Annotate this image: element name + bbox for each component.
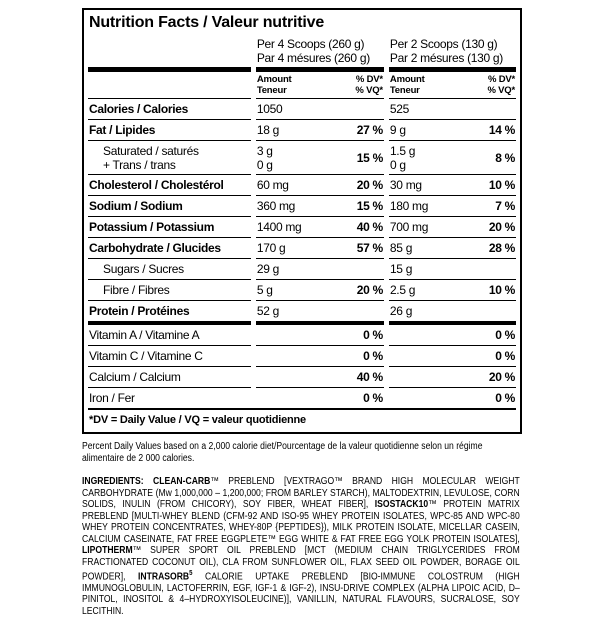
col1-cell (256, 238, 384, 259)
col1-cell (256, 217, 384, 238)
dv-footnote: *DV = Daily Value / VQ = valeur quotidienne (89, 414, 306, 426)
col2-cell (389, 346, 516, 367)
amount-value: 15 g (389, 262, 413, 276)
nutrient-name: Sodium / Sodium (88, 196, 251, 217)
amount-value: 180 mg (389, 199, 429, 213)
col2-cell (389, 141, 516, 175)
dv-value: 15 % (356, 199, 383, 213)
nutrient-name: Calories / Calories (88, 99, 251, 120)
amount-value: 1.5 g 0 g (389, 144, 416, 172)
dv-value: 20 % (488, 220, 515, 234)
amount-value: 26 g (389, 304, 413, 318)
amount-value: 360 mg (256, 199, 296, 213)
col2-cell (389, 238, 516, 259)
row-carbohydrate (88, 238, 516, 259)
amount-value: 2.5 g (389, 283, 416, 297)
dv-value: 20 % (488, 370, 515, 384)
ingredients-segment: INGREDIENTS: CLEAN-CARB (82, 476, 211, 487)
dv-value: 15 % (356, 150, 383, 165)
ingredients-paragraph (82, 476, 520, 617)
nutrient-name: Fat / Lipides (88, 120, 251, 141)
dv-value: 10 % (488, 283, 515, 297)
dv-value: 10 % (488, 178, 515, 192)
dv-header-col1: % DV* % VQ* (355, 74, 383, 96)
dv-value: 57 % (356, 241, 383, 255)
col2-cell (389, 196, 516, 217)
dv-value: 0 % (363, 349, 383, 363)
row-fibre (88, 280, 516, 301)
dv-value: 0 % (495, 349, 515, 363)
col1-cell (256, 99, 384, 120)
dv-value: 0 % (363, 391, 383, 405)
amount-value: 30 mg (389, 178, 422, 192)
col1-cell (256, 346, 384, 367)
col2-cell (389, 175, 516, 196)
nutrient-name: Sugars / Sucres (88, 259, 251, 280)
column-header-col1 (256, 72, 384, 99)
dv-value: 8 % (495, 150, 515, 165)
col1-cell (256, 325, 384, 346)
row-cholesterol (88, 175, 516, 196)
col1-cell (256, 388, 384, 408)
col2-cell (389, 120, 516, 141)
amount-value: 52 g (256, 304, 279, 318)
row-saturated-trans (88, 141, 516, 175)
col2-cell (389, 367, 516, 388)
amount-value: 9 g (389, 123, 406, 137)
col1-cell (256, 301, 384, 325)
col1-cell (256, 259, 384, 280)
serving-col2 (389, 34, 516, 72)
dv-value: 14 % (488, 123, 515, 137)
col1-cell (256, 196, 384, 217)
amount-value: 29 g (256, 262, 280, 276)
serving-col2-en: Per 2 Scoops (130 g) (389, 37, 498, 51)
ingredients-segment: CALORIE UPTAKE PREBLEND [BIO-IMMUNE COLOSTRUM (HIGH IMMUNOGLOBULIN, LACTOFERRIN, EGF, IGF-1 & IGF-2), INSU-DRIVE COMPLEX (ALPHA LIPOIC ACID, D–PINITOL, INOSITOL & 4–HYDROXYISOLEUCINE)], VANILLIN, NATURAL FLAVOURS, SUCRALOSE, SOY LECITHIN. (82, 571, 520, 617)
ingredients-segment: ™ SUPER SPORT OIL PREBLEND [MCT (MEDIUM CHAIN TRIGLYCERIDES FROM FRACTIONATED COCONUT OIL), CLA FROM SUNFLOWER OIL, FLAX SEED OIL POWDER, BORAGE OIL POWDER], (82, 545, 520, 583)
dv-value: 27 % (356, 123, 383, 137)
ingredients-segment-superscript: 5 (189, 570, 193, 577)
row-vitamin-a (88, 325, 516, 346)
col2-cell (389, 325, 516, 346)
amount-value: 525 (389, 102, 410, 116)
row-sugars (88, 259, 516, 280)
row-vitamin-c (88, 346, 516, 367)
row-calcium (88, 367, 516, 388)
dv-value: 0 % (363, 328, 383, 342)
amount-header-col1: Amount Teneur (256, 74, 292, 96)
col2-cell (389, 99, 516, 120)
dv-value: 20 % (356, 178, 383, 192)
col1-cell (256, 175, 384, 196)
dv-value: 0 % (495, 328, 515, 342)
column-header-spacer (88, 72, 251, 99)
nutrient-name: Potassium / Potassium (88, 217, 251, 238)
col1-cell (256, 367, 384, 388)
nutrient-name: Saturated / saturés + Trans / trans (88, 141, 251, 175)
amount-value: 1400 mg (256, 220, 302, 234)
amount-header-col2: Amount Teneur (389, 74, 425, 96)
row-fat (88, 120, 516, 141)
nutrient-name: Carbohydrate / Glucides (88, 238, 251, 259)
serving-col1-en: Per 4 Scoops (260 g) (256, 37, 365, 51)
label-page (82, 0, 522, 617)
nutrient-name: Fibre / Fibres (88, 280, 251, 301)
nutrient-name: Vitamin A / Vitamine A (88, 325, 251, 346)
nutrient-name: Iron / Fer (89, 391, 135, 405)
row-potassium (88, 217, 516, 238)
dv-value: 20 % (356, 283, 383, 297)
nutrient-name: Cholesterol / Cholestérol (88, 175, 251, 196)
column-header-col2 (389, 72, 516, 99)
dv-value: 0 % (495, 391, 515, 405)
amount-value: 18 g (256, 123, 279, 137)
col1-cell (256, 280, 384, 301)
col2-cell (389, 301, 516, 325)
dv-value: 28 % (488, 241, 515, 255)
serving-col1-fr: Par 4 mésures (260 g) (256, 51, 370, 65)
dv-value: 40 % (356, 370, 383, 384)
ingredients-segment: ISOSTACK10 (374, 499, 429, 510)
nutrition-facts-title: Nutrition Facts / Valeur nutritive (89, 14, 325, 31)
col1-cell (256, 141, 384, 175)
col2-cell (389, 259, 516, 280)
col1-cell (256, 120, 384, 141)
row-calories (88, 99, 516, 120)
amount-value: 3 g 0 g (256, 144, 273, 172)
nutrient-name: Calcium / Calcium (88, 367, 251, 388)
ingredients-segment: ™ PREBLEND [VEXTRAGO™ BRAND HIGH MOLECULAR WEIGHT CARBOHYDRATE (Mw 1,000,000 – 1,200,000; FROM BARLEY STARCH), MALTODEXTRIN, LEVULOSE, CORN SOLIDS, INULIN (FROM CHICORY), SOY FIBER, WHEAT FIBER], (82, 476, 520, 510)
col2-cell (389, 388, 516, 408)
serving-col1 (256, 34, 384, 72)
serving-header-row (88, 34, 516, 72)
amount-value: 85 g (389, 241, 413, 255)
column-header-row (88, 72, 516, 99)
dv-value: 7 % (495, 199, 515, 213)
col2-cell (389, 280, 516, 301)
percent-daily-values-note: Percent Daily Values based on a 2,000 calorie diet/Pourcentage de la valeur quotidienne selon un régime alimentaire de 2 000 calories. (82, 441, 483, 464)
nutrient-name: Vitamin C / Vitamine C (88, 346, 251, 367)
dv-value: 40 % (356, 220, 383, 234)
ingredients-segment: ™ PROTEIN MATRIX PREBLEND [MULTI-WHEY BLEND (CFM-92 AND ISO-95 WHEY PROTEIN ISOLATES, WPC-85 AND WPC-80 WHEY PROTEIN CONCENTRATES, WHEY-80P {PEPTIDES}), MILK PROTEIN ISOLATE, MICELLAR CASEIN, CALCIUM CASEINATE, FAT FREE EGGPLETE™ EGG WHITE & FAT FREE EGG YOLK PROTEIN ISOLATES], (82, 499, 520, 545)
serving-col2-fr: Par 2 mésures (130 g) (389, 51, 503, 65)
row-sodium (88, 196, 516, 217)
ingredients-segment: LIPOTHERM (82, 545, 133, 556)
amount-value: 170 g (256, 241, 286, 255)
dv-header-col2: % DV* % VQ* (487, 74, 515, 96)
ingredients-segment: INTRASORB (138, 571, 190, 583)
amount-value: 700 mg (389, 220, 429, 234)
row-iron (88, 388, 516, 408)
amount-value: 60 mg (256, 178, 289, 192)
amount-value: 5 g (256, 283, 273, 297)
nutrient-name: Protein / Protéines (88, 301, 251, 325)
serving-header-spacer (88, 34, 251, 72)
row-protein (88, 301, 516, 325)
amount-value: 1050 (256, 102, 283, 116)
nutrition-facts-table (82, 8, 522, 434)
col2-cell (389, 217, 516, 238)
